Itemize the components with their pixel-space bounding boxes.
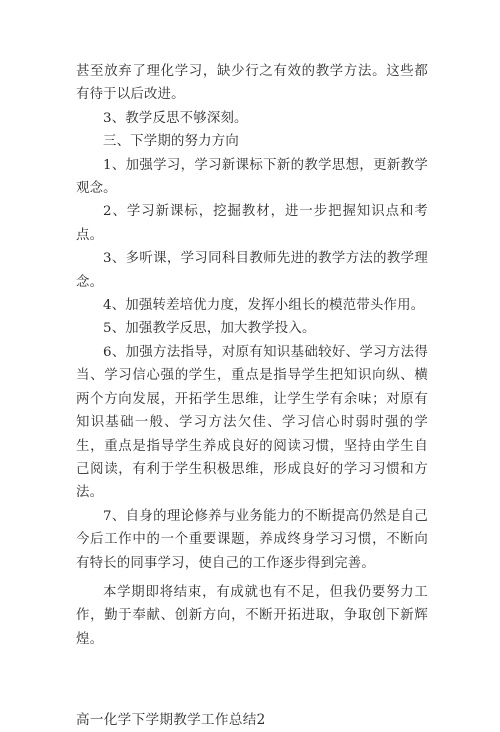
paragraph-continuation: 甚至放弃了理化学习，缺少行之有效的教学方法。这些都有待于以后改进。 (76, 64, 428, 103)
paragraph-goal-1: 1、加强学习，学习新课标下新的教学思想，更新教学观念。 (76, 157, 428, 197)
paragraph-goal-2: 2、学习新课标，挖掘教材，进一步把握知识点和考点。 (76, 204, 428, 243)
next-document-title: 高一化学下学期教学工作总结2 (76, 712, 266, 729)
paragraph-closing: 本学期即将结束，有成就也有不足，但我仍要努力工作，勤于奉献、创新方向，不断开拓进取，争取创下新辉煌。 (76, 584, 428, 647)
paragraph-goal-3: 3、多听课，学习同科目教师先进的教学方法的教学理念。 (76, 251, 428, 290)
paragraph-point-3-reflection: 3、教学反思不够深刻。 (103, 110, 248, 126)
paragraph-goal-7: 7、自身的理论修养与业务能力的不断提高仍然是自己今后工作中的一个重要课题，养成终身学习习惯，不断向有特长的同事学习，使自己的工作逐步得到完善。 (76, 508, 428, 571)
paragraph-goal-6: 6、加强方法指导，对原有知识基础较好、学习方法得当、学习信心强的学生，重点是指导学生把知识向纵、横两个方向发展，开拓学生思维，让学生学有余味；对原有知识基础一般、学习方法欠佳、学习信心时弱时强的学生，重点是指导学生养成良好的阅读习惯，坚持由学生自己阅读，有利于学生积极思维，形成良好的学习习惯和方法。 (76, 344, 428, 501)
paragraph-goal-4: 4、加强转差培优力度，发挥小组长的模范带头作用。 (103, 298, 425, 314)
section-heading-next-term: 三、下学期的努力方向 (103, 134, 239, 150)
document-page (76, 60, 428, 732)
paragraph-goal-5: 5、加强教学反思，加大教学投入。 (103, 321, 316, 337)
